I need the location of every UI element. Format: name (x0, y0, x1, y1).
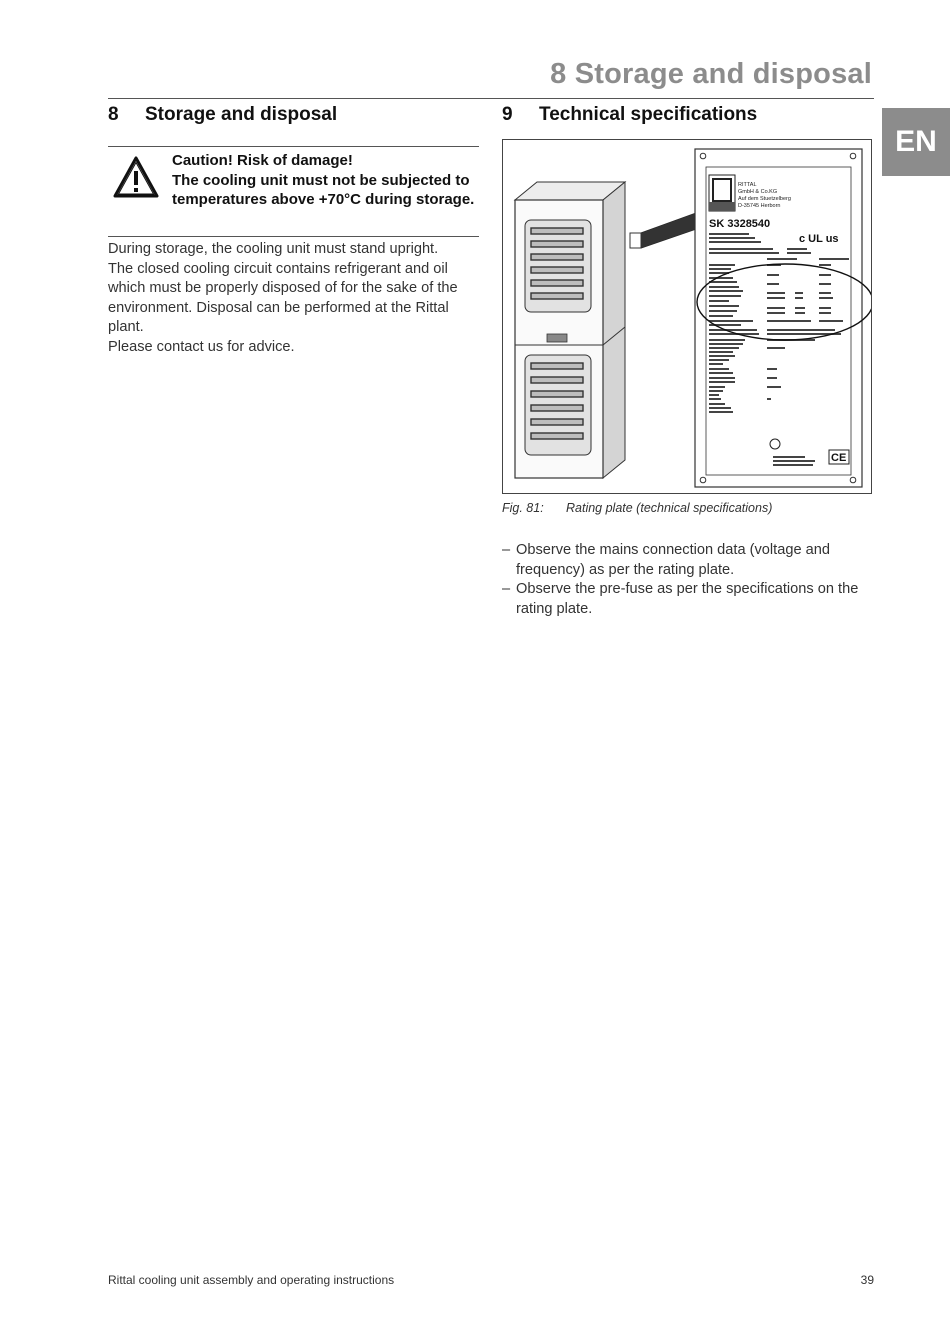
footer-text: Rittal cooling unit assembly and operating instructions (108, 1273, 395, 1287)
ul-certification-mark: c UL us (799, 233, 839, 245)
disposal-paragraph: The closed cooling circuit contains refrigerant and oil which must be properly disposed of for the sake of the environment. Disposal can be performed at the Rittal plant. (108, 260, 458, 335)
caution-bottom-rule (108, 236, 479, 237)
plate-company-line-2: GmbH & Co.KG (738, 189, 778, 195)
section-9-heading (502, 104, 757, 126)
plate-company-line-4: D-35745 Herborn (738, 203, 781, 209)
section-8-title: Storage and disposal (145, 104, 338, 125)
list-item (502, 580, 874, 619)
header-rule (108, 98, 874, 99)
language-tab: EN (882, 108, 950, 176)
list-item-text: Observe the mains connection data (voltage and frequency) as per the rating plate. (516, 542, 830, 578)
page-number: 39 (860, 1273, 874, 1287)
caution-box (172, 151, 477, 210)
ce-mark: CE (831, 452, 847, 464)
caution-title: Caution! Risk of damage! (172, 152, 353, 169)
section-8-heading (108, 104, 337, 126)
storage-paragraph: During storage, the cooling unit must stand upright. (108, 241, 439, 257)
plate-model-number: SK 3328540 (709, 218, 771, 230)
plate-company-line-3: Auf dem Stuetzelberg (738, 196, 791, 202)
section-8-body (108, 240, 480, 357)
running-header: 8 Storage and disposal (550, 58, 872, 90)
plate-company-line-1: RITTAL (738, 182, 757, 188)
caution-top-rule (108, 146, 479, 147)
caution-text: The cooling unit must not be subjected to temperatures above +70°C during storage. (172, 171, 475, 208)
contact-paragraph: Please contact us for advice. (108, 338, 295, 355)
warning-triangle-icon (112, 155, 160, 199)
list-dash: – (502, 581, 511, 597)
section-8-number: 8 (108, 104, 119, 125)
cooling-unit-illustration (503, 140, 871, 493)
figure-caption-text: Rating plate (technical specifications) (566, 501, 773, 515)
section-9-bullets (502, 541, 874, 619)
figure-caption (502, 501, 772, 515)
list-dash: – (502, 542, 511, 558)
section-9-number: 9 (502, 104, 513, 125)
list-item (502, 541, 874, 580)
list-item-text: Observe the pre-fuse as per the specifications on the rating plate. (516, 581, 859, 617)
rating-plate-figure (502, 139, 872, 494)
section-9-title: Technical specifications (539, 104, 758, 125)
figure-caption-label: Fig. 81: (502, 501, 544, 515)
cooling-unit-drawing (515, 182, 699, 478)
